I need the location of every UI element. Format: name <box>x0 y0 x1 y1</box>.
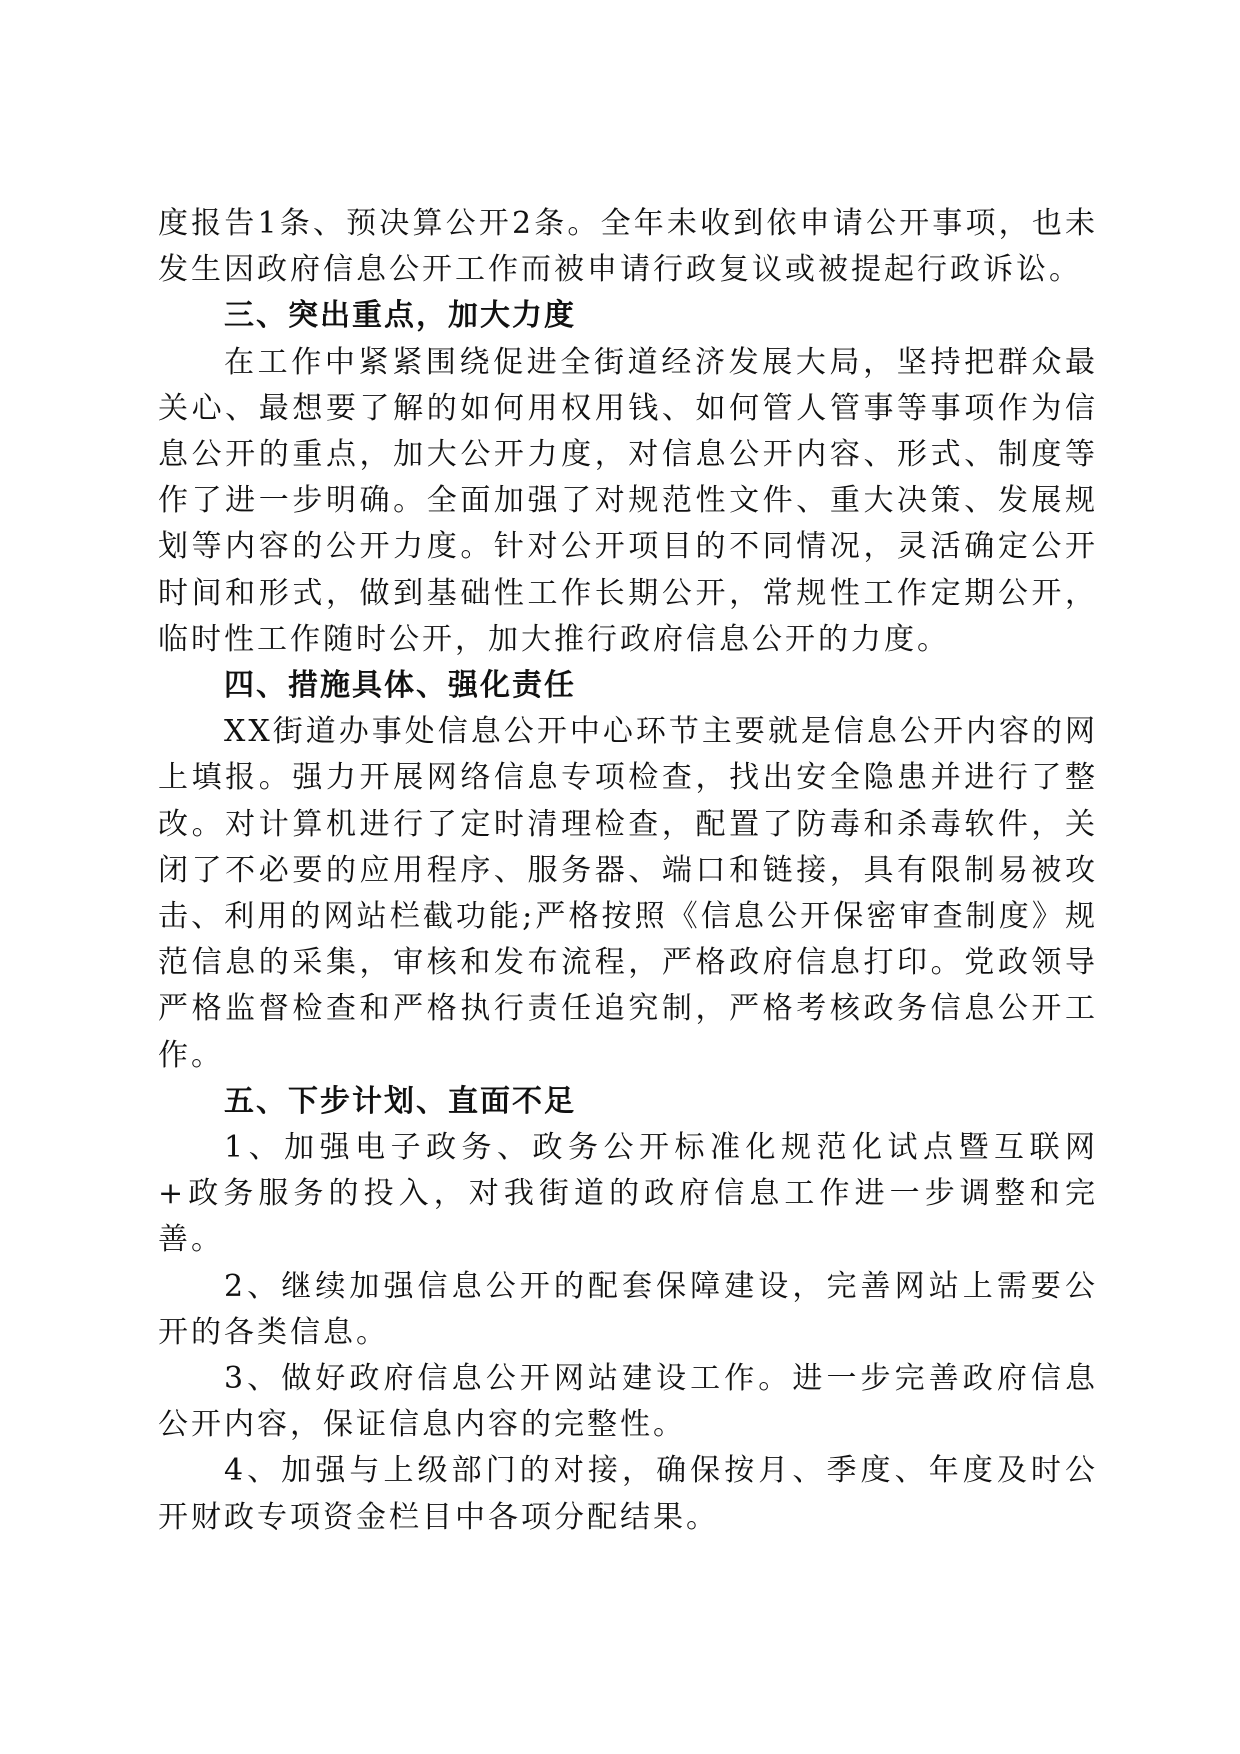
plan-item-1: 1、加强电子政务、政务公开标准化规范化试点暨互联网+政务服务的投入，对我街道的政府信息工作进一步调整和完善。 <box>158 1130 1098 1258</box>
section-heading-5: 五、下步计划、直面不足 <box>224 1083 576 1119</box>
section-body-3: 在工作中紧紧围绕促进全街道经济发展大局，坚持把群众最关心、最想要了解的如何用权用钱、如何管人管事等事项作为信息公开的重点，加大公开力度，对信息公开内容、形式、制度等作了进一步明确。全面加强了对规范性文件、重大决策、发展规划等内容的公开力度。针对公开项目的不同情况，灵活确定公开时间和形式，做到基础性工作长期公开，常规性工作定期公开，临时性工作随时公开，加大推行政府信息公开的力度。 <box>158 344 1098 657</box>
document-page <box>158 201 1098 1541</box>
section-body-4: XX街道办事处信息公开中心环节主要就是信息公开内容的网上填报。强力开展网络信息专项检查，找出安全隐患并进行了整改。对计算机进行了定时清理检查，配置了防毒和杀毒软件，关闭了不必要的应用程序、服务器、端口和链接，具有限制易被攻击、利用的网站栏截功能;严格按照《信息公开保密审查制度》规范信息的采集，审核和发布流程，严格政府信息打印。党政领导严格监督检查和严格执行责任追究制，严格考核政务信息公开工作。 <box>158 714 1098 1073</box>
plan-item-4: 4、加强与上级部门的对接，确保按月、季度、年度及时公开财政专项资金栏目中各项分配结果。 <box>158 1453 1098 1535</box>
plan-item-3: 3、做好政府信息公开网站建设工作。进一步完善政府信息公开内容，保证信息内容的完整性。 <box>158 1361 1098 1443</box>
section-heading-4: 四、措施具体、强化责任 <box>224 668 576 704</box>
plan-item-2: 2、继续加强信息公开的配套保障建设，完善网站上需要公开的各类信息。 <box>158 1268 1098 1350</box>
section-heading-3: 三、突出重点，加大力度 <box>224 298 576 334</box>
intro-paragraph: 度报告1条、预决算公开2条。全年未收到依申请公开事项，也未发生因政府信息公开工作而被申请行政复议或被提起行政诉讼。 <box>158 206 1098 288</box>
